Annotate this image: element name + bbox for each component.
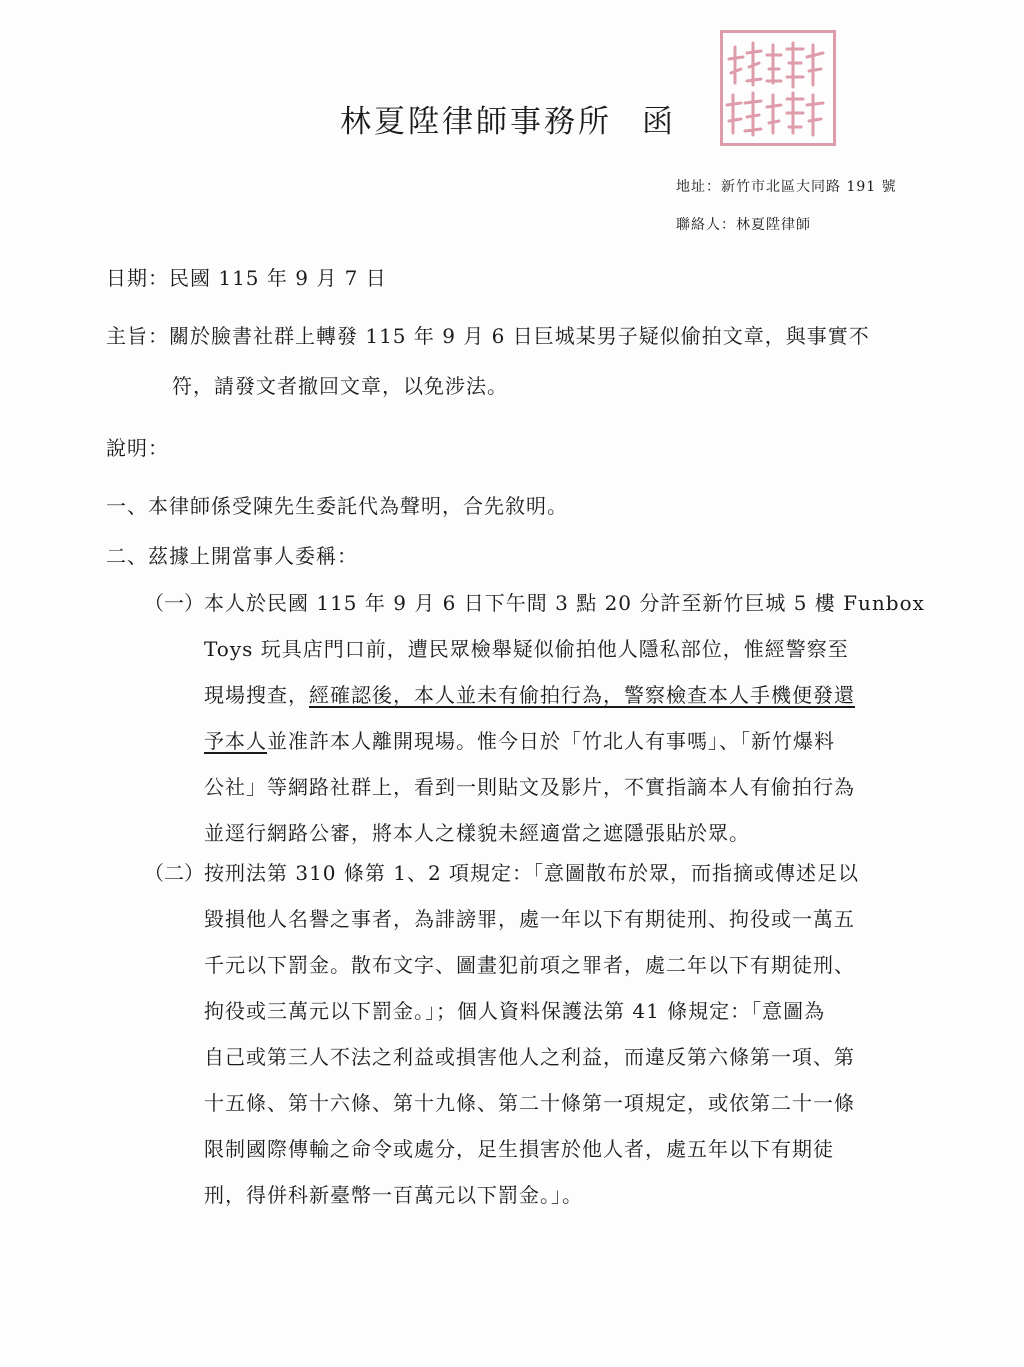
subitem-2-text xyxy=(204,850,944,1218)
letter-type: 函 xyxy=(642,104,676,140)
explanation-item-1: 一、本律師係受陳先生委託代為聲明，合先敘明。 xyxy=(106,494,568,518)
subitem-1-line xyxy=(204,718,944,764)
firm-name: 林夏陞律師事務所 xyxy=(340,104,612,140)
subitem-1-line: 公社」等網路社群上，看到一則貼文及影片，不實指謫本人有偷拍行為 xyxy=(204,775,855,799)
firm-contact: 聯絡人：林夏陞律師 xyxy=(676,217,811,233)
underlined-statement: 予本人 xyxy=(204,729,267,753)
subitem-2-line: 千元以下罰金。散布文字、圖畫犯前項之罪者，處二年以下有期徒刑、 xyxy=(204,953,855,977)
subitem-1-label: （一） xyxy=(144,591,204,615)
subitem-2-line: 刑，得併科新臺幣一百萬元以下罰金。」。 xyxy=(204,1183,583,1207)
subitem-2-line: 自己或第三人不法之利益或損害他人之利益，而違反第六條第一項、第 xyxy=(204,1045,855,1069)
subitem-2-label: （二） xyxy=(144,861,204,885)
subitem-1-line: 本人於民國 115 年 9 月 6 日下午間 3 點 20 分許至新竹巨城 5 樓 Funbox xyxy=(204,591,925,615)
letter-date: 日期：民國 115 年 9 月 7 日 xyxy=(106,266,387,290)
subitem-2-line: 限制國際傳輸之命令或處分，足生損害於他人者，處五年以下有期徒 xyxy=(204,1137,834,1161)
subitem-2-line: 拘役或三萬元以下罰金。」；個人資料保護法第 41 條規定：「意圖為 xyxy=(204,999,826,1023)
underlined-statement: 經確認後，本人並未有偷拍行為，警察檢查本人手機便發還 xyxy=(309,683,855,707)
subitem-2-line: 按刑法第 310 條第 1、2 項規定：「意圖散布於眾，而指摘或傳述足以 xyxy=(204,861,860,885)
seal-stamp-icon xyxy=(720,30,836,146)
subitem-2-line: 十五條、第十六條、第十九條、第二十條第一項規定，或依第二十一條 xyxy=(204,1091,855,1115)
subitem-1-line xyxy=(204,672,944,718)
firm-address: 地址：新竹市北區大同路 191 號 xyxy=(676,179,897,195)
explanation-heading: 說明： xyxy=(106,436,169,460)
seal-glyphs xyxy=(723,33,833,143)
subitem-1-plain-text: 並准許本人離開現場。惟今日於「竹北人有事嗎」、「新竹爆料 xyxy=(267,729,835,753)
subitem-1-line: 並逕行網路公審，將本人之樣貌未經適當之遮隱張貼於眾。 xyxy=(204,821,750,845)
subitem-1-line: Toys 玩具店門口前，遭民眾檢舉疑似偷拍他人隱私部位，惟經警察至 xyxy=(204,637,849,661)
explanation-item-2: 二、茲據上開當事人委稱： xyxy=(106,544,358,568)
subject-line-2: 符，請發文者撤回文章，以免涉法。 xyxy=(172,374,508,398)
subitem-2-line: 毀損他人名譽之事者，為誹謗罪，處一年以下有期徒刑、拘役或一萬五 xyxy=(204,907,855,931)
letterhead-title xyxy=(340,96,676,141)
subitem-1-text xyxy=(204,580,944,856)
subject-line-1: 主旨：關於臉書社群上轉發 115 年 9 月 6 日巨城某男子疑似偷拍文章，與事實不 xyxy=(106,324,870,348)
subitem-1-plain-text: 現場搜查， xyxy=(204,683,309,707)
